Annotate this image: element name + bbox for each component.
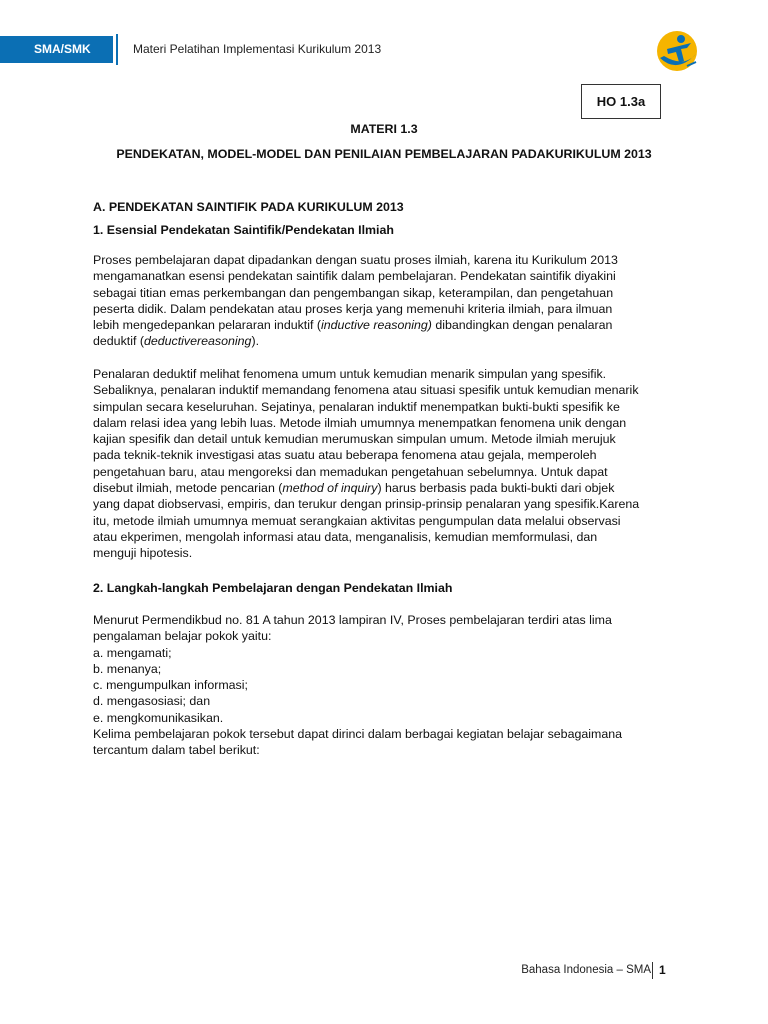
paragraph-line: pada teknik-teknik investigasi atas suatu atau beberapa fenomena atau gejala, memperoleh: [93, 448, 597, 463]
paragraph-line: yang dapat diobservasi, empiris, dan terukur dengan prinsip-prinsip penalaran yang spesifik.Karena: [93, 497, 640, 512]
paragraph-line: Menurut Permendikbud no. 81 A tahun 2013 lampiran IV, Proses pembelajaran terdiri atas lima: [93, 613, 612, 627]
paragraph-line: menguji hipotesis.: [93, 546, 193, 561]
paragraph-line: simpulan secara keseluruhan. Sejatinya, penalaran induktif menempatkan bukti-bukti spesifik ke: [93, 399, 620, 414]
list-item: b. menanya;: [93, 661, 162, 676]
list-item: d. mengasosiasi; dan: [93, 694, 211, 709]
paragraph-line: sebagai titian emas perkembangan dan pengembangan sikap, keterampilan, dan pengetahuan: [93, 285, 614, 300]
paragraph-line: itu, metode ilmiah umumnya memuat serangkaian aktivitas pengumpulan data melalui observasi: [93, 513, 621, 528]
subsection-1-heading: 1. Esensial Pendekatan Saintifik/Pendekatan Ilmiah: [93, 223, 394, 237]
paragraph-line: pengetahuan baru, atau mengoreksi dan memadukan pengetahuan sebelumnya. Untuk dapat: [93, 464, 608, 479]
list-item: c. mengumpulkan informasi;: [93, 678, 248, 693]
tut-wuri-logo-icon: [654, 28, 700, 74]
section-a-heading: A. PENDEKATAN SAINTIFIK PADA KURIKULUM 2013: [93, 200, 404, 214]
paragraph-line: peserta didik. Dalam pendekatan atau proses kerja yang memenuhi kriteria ilmiah, para ilmuan: [93, 301, 613, 316]
paragraph-line: tercantum dalam tabel berikut:: [93, 743, 260, 758]
paragraph-line: mengamanatkan esensi pendekatan saintifik dalam pembelajaran. Pendekatan saintifik diyakini: [93, 269, 616, 284]
paragraph-line: dalam relasi idea yang lebih luas. Metode ilmiah umumnya menempatkan fenomena unik dengan: [93, 415, 627, 430]
paragraph-3: [93, 612, 668, 759]
list-item: e. mengkomunikasikan.: [93, 710, 224, 725]
paragraph-1: [93, 252, 668, 350]
handout-code: HO 1.3a: [596, 94, 646, 109]
footer-subject: Bahasa Indonesia – SMA: [521, 964, 651, 976]
paragraph-line: atau ekperimen, mengolah informasi atau data, menganalisis, kemudian memformulasi, dan: [93, 529, 598, 544]
paragraph-2: [93, 366, 668, 562]
paragraph-line: Kelima pembelajaran pokok tersebut dapat dirinci dalam berbagai kegiatan belajar sebagaimana: [93, 727, 622, 742]
doc-title: PENDEKATAN, MODEL-MODEL DAN PENILAIAN PEMBELAJARAN PADAKURIKULUM 2013: [116, 147, 652, 161]
handout-code-box: [581, 84, 661, 119]
page-number: 1: [659, 963, 666, 977]
header-divider: [116, 34, 118, 65]
materi-label: MATERI 1.3: [350, 122, 418, 136]
footer-divider: [652, 962, 653, 979]
paragraph-line: Proses pembelajaran dapat dipadankan dengan suatu proses ilmiah, karena itu Kurikulum 2013: [93, 253, 618, 267]
paragraph-line: pengalaman belajar pokok yaitu:: [93, 629, 272, 644]
list-item: a. mengamati;: [93, 645, 172, 660]
subsection-2-heading: 2. Langkah-langkah Pembelajaran dengan Pendekatan Ilmiah: [93, 581, 453, 595]
paragraph-line: lebih mengedepankan pelararan induktif (inductive reasoning) dibandingkan dengan penalaran: [93, 318, 613, 333]
paragraph-line: kajian spesifik dan detail untuk kemudian merumuskan simpulan umum. Metode ilmiah merujuk: [93, 432, 616, 447]
header-band-label: SMA/SMK: [34, 42, 91, 56]
paragraph-line: deduktif (deductivereasoning).: [93, 334, 260, 349]
paragraph-line: disebut ilmiah, metode pencarian (method of inquiry) harus berbasis pada bukti-bukti dari objek: [93, 481, 615, 496]
paragraph-line: Penalaran deduktif melihat fenomena umum untuk kemudian menarik simpulan yang spesifik.: [93, 367, 607, 381]
header-title: Materi Pelatihan Implementasi Kurikulum 2013: [133, 42, 382, 56]
paragraph-line: Sebaliknya, penalaran induktif memandang fenomena atau situasi spesifik untuk kemudian menarik: [93, 383, 639, 398]
